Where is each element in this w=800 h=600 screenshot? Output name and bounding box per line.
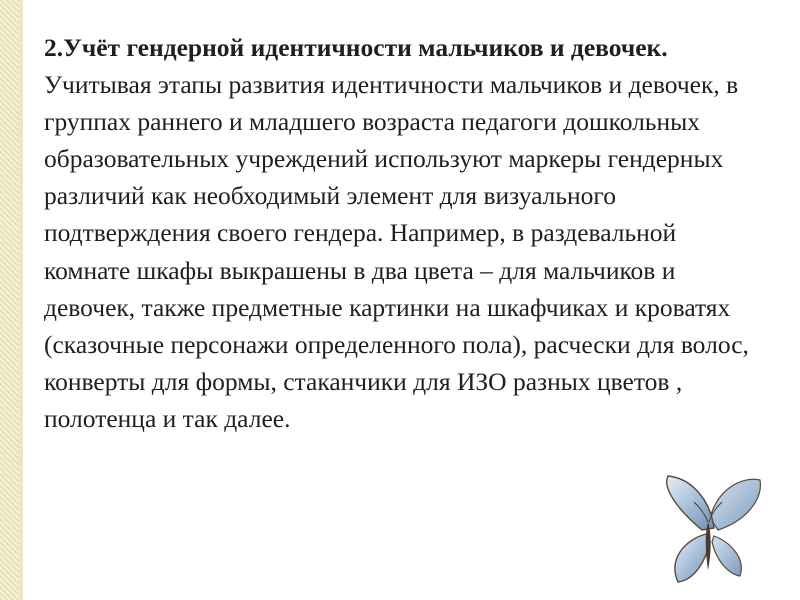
slide-heading: 2.Учёт гендерной идентичности мальчиков и девочек.: [44, 33, 668, 62]
decorative-stripe: [0, 0, 19, 600]
butterfly-icon: [648, 470, 766, 596]
slide-text: [44, 29, 764, 437]
slide-body: Учитывая этапы развития идентичности мальчиков и девочек, в группах раннего и младшего возраста педагоги дошкольных образовательных учреждений используют маркеры гендерных различий как необходимый элемент для визуального подтверждения своего гендера. Например, в раздевальной комнате шкафы выкрашены в два цвета – для мальчиков и девочек, также предметные картинки на шкафчиках и кроватях (сказочные персонажи определенного пола), расчески для волос, конверты для формы, стаканчики для ИЗО разных цветов , полотенца и так далее.: [44, 70, 749, 433]
stripe-border: [19, 0, 23, 600]
